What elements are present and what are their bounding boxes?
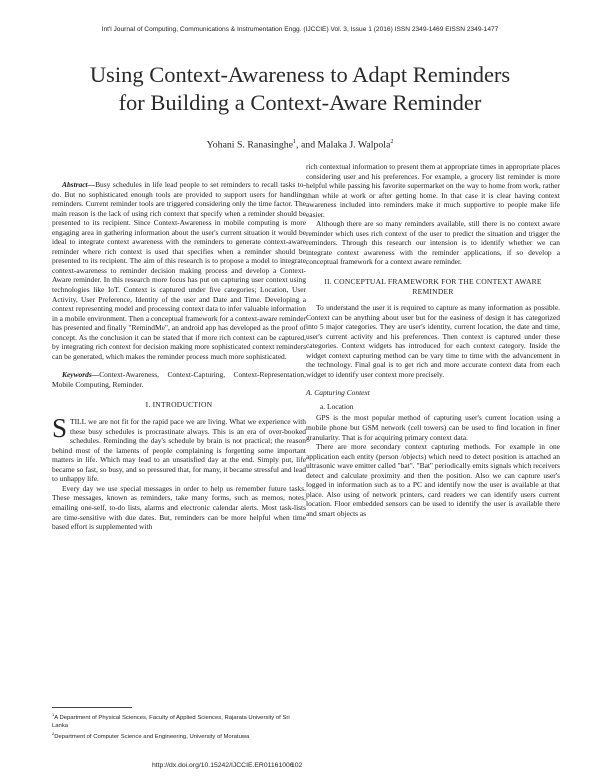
footnote-2-text: Department of Computer Science and Engineering, University of Moratuwa: [54, 733, 250, 740]
drop-cap: S: [52, 413, 68, 444]
abstract-lead: Abstract—: [62, 180, 96, 189]
journal-header: Int'l Journal of Computing, Communications & Instrumentation Engg. (IJCCIE) Vol. 3, Issue 1 (2016) ISSN 2349-1469 EISSN 2349-1477: [101, 26, 499, 33]
author-2: Malaka J. Walpola: [317, 139, 391, 151]
intro-paragraph-1: [52, 413, 306, 484]
intro-paragraph-2-continued: rich contextual information to present them at appropriate times in appropriate places considering user and his preferences. For example, a grocery list reminder is more helpful while passing his favorite supermarket on the way to home from work, rather than while at work or after getting home. In that case it is clear having context awareness included into reminders make it much supportive to people make life easier.: [306, 162, 560, 219]
footnote-2-mark: 2: [52, 730, 55, 736]
keywords: [52, 370, 306, 389]
abstract-text: Busy schedules in life lead people to set reminders to recall tasks to-do. But no sophisticated enough tools are provided to support users for handling reminders. Current reminder tools are triggered considering only the time factor. The main reason is the lack of using rich context that specify when a reminder should be presented to its recipient. Since Context-Awareness in mobile computing is more engaging area in gathering information about the user's current situation it would be ideal to integrate context awareness with the reminders to generate context-aware reminder where rich context is used that specifies when a reminder should be presented to its recipient. The aim of this research is to propose a model to integrate context-awareness to reminder decision making process and develop a Context-Aware reminder. In this research more focus has put on capturing user context using technologies like IoT. Context is captured under five categories; Location, User Activity, User Preference, Identity of the user and Date and Time. Developing a context representing model and processing context data to infer valuable information in a mobile environment. Then a conceptual framework for a context-aware reminder has presented and finally "RemindMe", an android app has developed as the proof of concept. As the conclusion it can be stated that if more rich context can be captured, by integrating rich context for decision making more sophisticated context reminders can be generated, which makes the reminder process much more sophisticated.: [52, 180, 306, 361]
footnote-1-mark: 1: [52, 712, 55, 717]
author-1: Yohani S. Ranasinghe: [206, 139, 294, 151]
section-2-paragraph-2: GPS is the most popular method of capturing user's current location using a mobile phone but GSM network (cell towers) can be used to find location in finer granularity. That is for acquiring primary context data.: [306, 413, 560, 442]
page-number: 102: [291, 762, 303, 769]
keywords-text: Context-Awareness, Context-Capturing, Context-Representation, Mobile Computing, Reminder.: [52, 370, 306, 389]
footnotes: [52, 711, 306, 741]
author-separator: , and: [296, 139, 318, 151]
right-column: [306, 162, 560, 519]
section-2-heading-line-1: II. CONCEPTUAL FRAMEWORK FOR THE CONTEXT AWARE: [324, 277, 542, 287]
section-2-paragraph-3: There are more secondary context capturing methods. For example in one application each entity (person /objects) which need to detect position is attached an ultrasonic wave emitter called "bat". "Bat" periodically emits signals which receivers detect and calculate proximity and then the position. Also we can capture user's logged in information such as to a PC and identify now the user is available at that place. Also using of network printers, card readers we can identify users current location. Floor embedded sensors can be used to identify the user is available there and smart objects as: [306, 442, 560, 518]
subsubsection-location-heading: a. Location: [320, 401, 354, 411]
footnote-1: [52, 711, 306, 730]
abstract: [52, 180, 306, 361]
author-2-mark: 2: [390, 139, 394, 145]
intro-paragraph-3: Although there are so many reminders available, still there is no context aware reminder which uses rich context of the user to predict the situation and trigger the reminders. Through this research our intension is to identify whether we can integrate context awareness with the reminder applications, if so develop a conceptual framework for a context aware reminder.: [306, 219, 560, 267]
footnote-1-text: A Department of Physical Sciences, Faculty of Applied Sciences, Rajarata University of Sri Lanka: [52, 714, 290, 729]
doi-link[interactable]: http://dx.doi.org/10.15242/IJCCIE.ER01161006: [152, 762, 294, 769]
intro-heading: I. INTRODUCTION: [145, 400, 213, 410]
section-2-heading-line-2: REMINDER: [412, 287, 454, 297]
title-line-1: Using Context-Awareness to Adapt Reminders: [89, 62, 511, 87]
section-2-heading: [318, 277, 548, 297]
intro-paragraph-2: Every day we use special messages in order to help us remember future tasks. These messages, known as reminders, take many forms, such as memos, notes, emailing one-self, to-do lists, alarms and electronic calendar alerts. Most task-lists are time-sensitive with due dates. But, reminders can be more helpful when time based effort is supplemented with: [52, 483, 306, 532]
title-line-2: for Building a Context-Aware Reminder: [118, 90, 482, 115]
intro-paragraph-1-text: TILL we are not fit for the rapid pace we are living. What we experience with these busy schedules is procrastinate always. This is an era of over-booked schedules. Reminding the day's schedule by brain is not practical; the reason behind most of the laments of people complaining is forgetting some important matters in life. Which may lead to an unsatisfied day at the end. Simply put, life became so fast, so busy, and so pressured that, for many, it became stressful and lead to unhappy life.: [52, 417, 306, 484]
keywords-lead: Keywords—: [62, 370, 100, 380]
left-column: [52, 180, 306, 532]
section-2-paragraph-1: To understand the user it is required to capture as many information as possible. Context can be anything about user but for the easiness of design it has categorized into 5 major categories. They are user's identity, current location, the date and time, user's current activity and his preferences. Then context is captured under these categories. Context widgets has introduced for each context category. Inside the widget context capturing method can be vary time to time with the advancement in the technology. Final goal is to get rich and more accurate context data from each widget to identify user context more precisely.: [306, 303, 560, 379]
footnote-2: [52, 730, 306, 741]
author-line: [0, 139, 600, 150]
author-1-mark: 1: [293, 139, 297, 145]
footnote-divider: [52, 707, 132, 708]
paper-title: [40, 61, 560, 117]
subsection-a-heading: A. Capturing Context: [306, 388, 370, 398]
